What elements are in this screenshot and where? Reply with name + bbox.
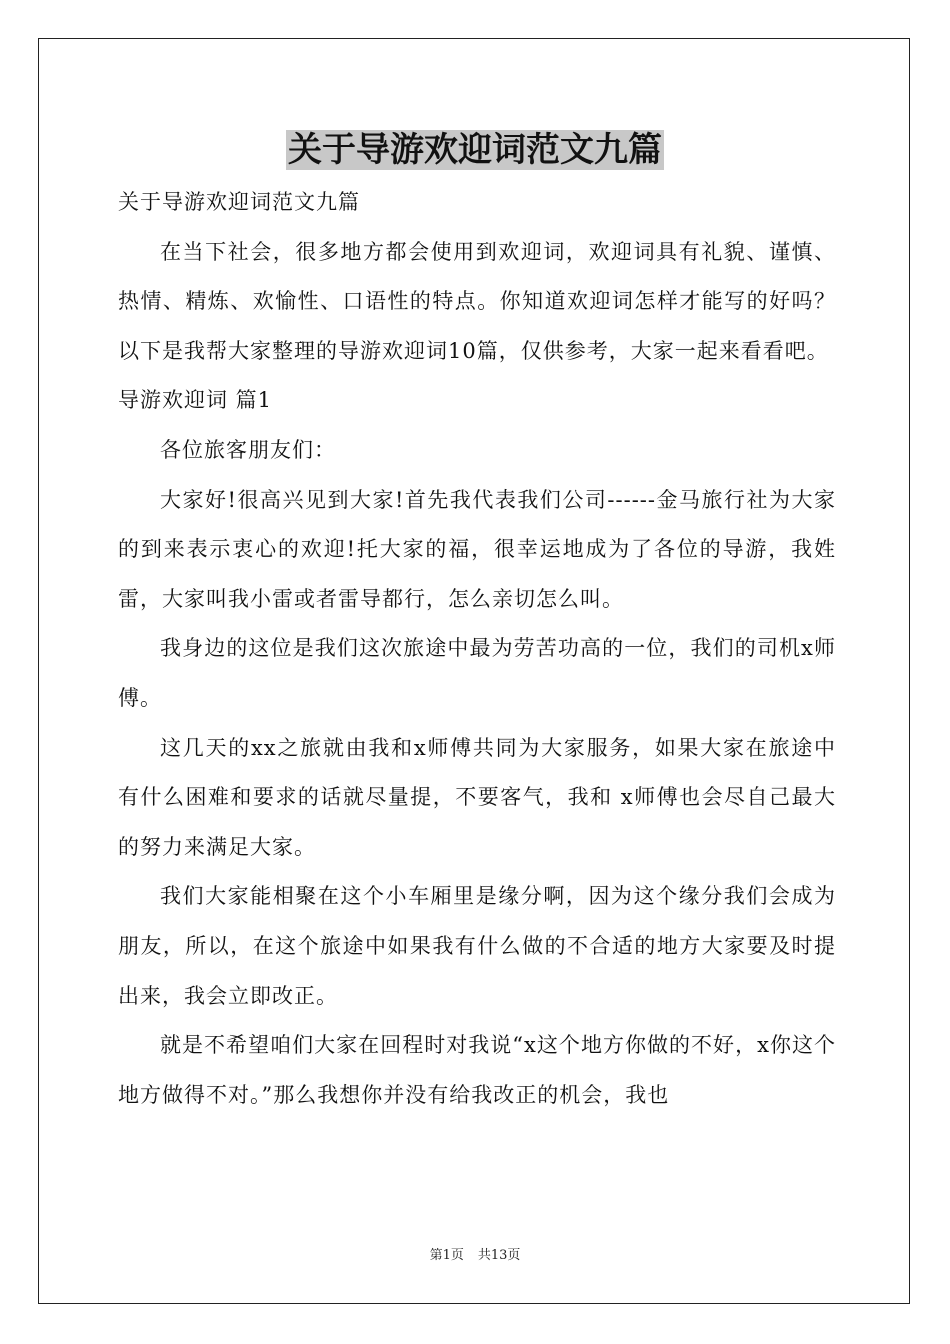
paragraph-greeting: 各位旅客朋友们： xyxy=(160,437,336,462)
paragraph: 就是不希望咱们大家在回程时对我说“x这个地方你做的不好，x你这个地方做得不对。”那么我想你并没有给我改正的机会，我也 xyxy=(118,1033,836,1107)
document-title-text: 关于导游欢迎词范文九篇 xyxy=(288,130,662,170)
paragraph: 我身边的这位是我们这次旅途中最为劳苦功高的一位，我们的司机x师傅。 xyxy=(118,636,836,710)
paragraph: 大家好!很高兴见到大家!首先我代表我们公司------金马旅行社为大家的到来表示衷心的欢迎!托大家的福，很幸运地成为了各位的导游，我姓雷，大家叫我小雷或者雷导都行，怎么亲切怎么叫。 xyxy=(118,487,836,611)
paragraph-subtitle: 关于导游欢迎词范文九篇 xyxy=(118,190,360,214)
paragraph: 我们大家能相聚在这个小车厢里是缘分啊，因为这个缘分我们会成为朋友，所以，在这个旅途中如果我有什么做的不合适的地方大家要及时提出来，我会立即改正。 xyxy=(118,884,836,1008)
document-body xyxy=(118,178,836,1120)
paragraph: 这几天的xx之旅就由我和x师傅共同为大家服务，如果大家在旅途中有什么困难和要求的话就尽量提，不要客气，我和 x师傅也会尽自己最大的努力来满足大家。 xyxy=(118,735,836,859)
page-footer xyxy=(0,1246,950,1266)
page-number: 第1页 xyxy=(429,1248,464,1263)
page-total: 共13页 xyxy=(477,1248,521,1263)
document-title xyxy=(0,128,950,172)
section-heading: 导游欢迎词 篇1 xyxy=(118,388,273,413)
paragraph-intro: 在当下社会，很多地方都会使用到欢迎词，欢迎词具有礼貌、谨慎、热情、精炼、欢愉性、口语性的特点。你知道欢迎词怎样才能写的好吗？以下是我帮大家整理的导游欢迎词10篇，仅供参考，大家一起来看看吧。 xyxy=(118,239,836,363)
